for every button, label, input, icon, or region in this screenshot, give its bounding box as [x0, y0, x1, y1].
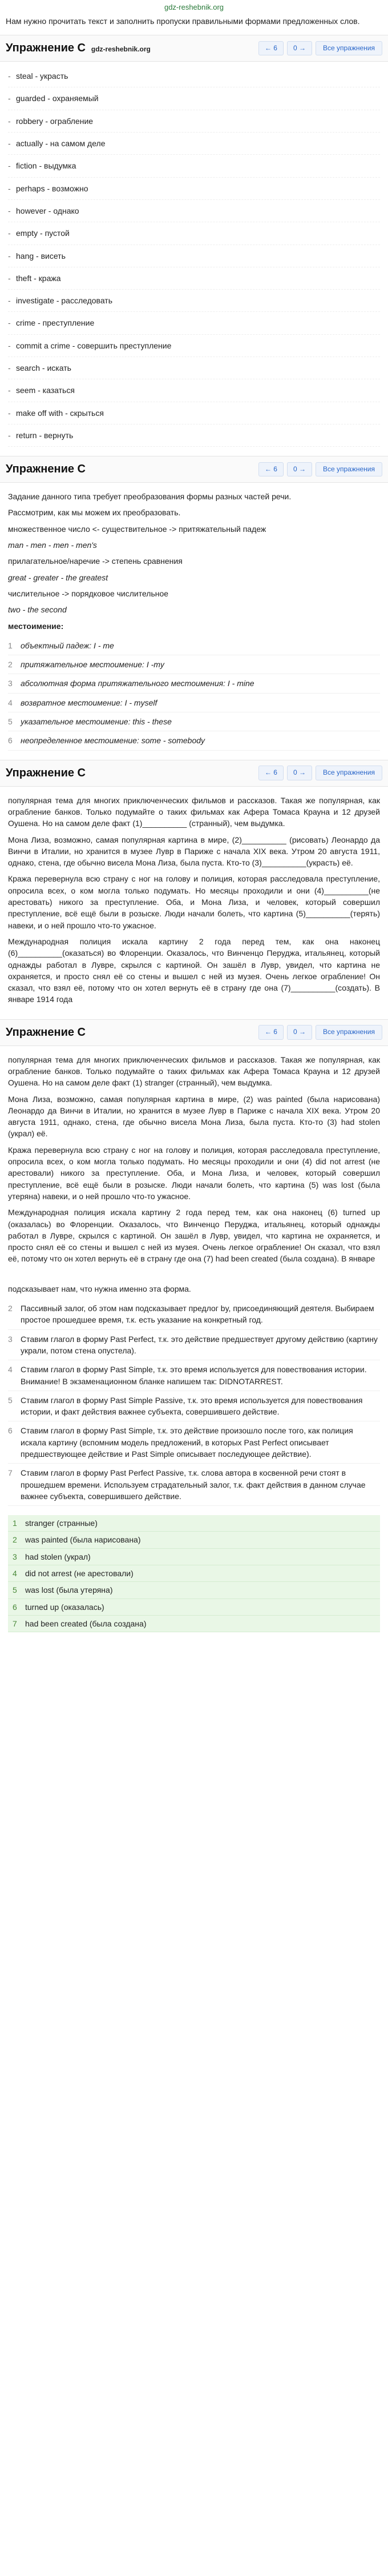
exercise-header-2 — [0, 456, 388, 483]
prev-button[interactable]: ← 6 — [258, 41, 284, 55]
vocab-item: - make off with - скрыться — [8, 402, 380, 424]
exercise-title-2: Упражнение C — [6, 463, 86, 476]
exercise-body-1 — [0, 62, 388, 452]
exercise-header-1 — [0, 35, 388, 62]
answer-item: 6 turned up (оказалась) — [8, 1599, 380, 1616]
vocab-item: - steal - украсть — [8, 65, 380, 87]
all-exercises-button[interactable]: Все упражнения — [316, 41, 382, 55]
vocab-item: - actually - на самом деле — [8, 133, 380, 155]
exercise-nav-4 — [258, 1025, 382, 1039]
answer-item: 5 was lost (была утеряна) — [8, 1582, 380, 1599]
text-paragraph: популярная тема для многих приключенческих фильмов и рассказов. Такая же популярная, как ограбление банков. Только подумайте о таких фильмах как Афера Томаса Крауна и 12 друзей Оушена. Но на самом деле факт (1)__________ (странный), чем выдумка. — [8, 795, 380, 828]
vocab-item: - however - однако — [8, 200, 380, 222]
exercise-body-5 — [0, 1275, 388, 1512]
text-paragraph: Мона Лиза, возможно, самая популярная картина в мире, (2)__________ (рисовать) Леонардо да Винчи в Италии, но хранится в музее Лувр в Париже с начала XIX века. Утром 20 августа 1911, однако, стена, где обычно висела Мона Лиза, была пуста. Кто-то (3)__________(украсть) её. — [8, 835, 380, 868]
text-paragraph: Международная полиция искала картину 2 года перед тем, как она наконец (6) turned up (оказалась) во Флоренции. Оказалось, что Винченцо Перуджа, итальянец, который однажды работал в Лувре, скрылся с картиной. Он зашёл в Лувр, увидел, что картина не охраняется, и просто снял её со стены и вышел с ней из музея. Очень легкое ограбление! Он сказал, что взял её, потому что он хотел вернуть её в страну где она (7) had been created (была создана). В январе — [8, 1208, 380, 1264]
list-item: 4 Ставим глагол в форму Past Simple, т.к. это время используется для повествования истории. Внимание! В экзаменационном бланке напишем так: DIDNOTARREST. — [8, 1360, 380, 1391]
exercise-title-3: Упражнение C — [6, 766, 86, 779]
rule-numeral: числительное -> порядковое числительное — [8, 588, 169, 598]
exercise-body-2 — [0, 483, 388, 756]
rule-noun: множественное число <- существительное -> притяжательный падеж — [8, 524, 266, 534]
vocab-item: - seem - казаться — [8, 379, 380, 402]
list-item: 2 Пассивный залог, об этом нам подсказывает предлог by, присоединяющий деятеля. Выбираем простое прошедшее время, т.к. есть указание на конкретный год. — [8, 1299, 380, 1330]
vocab-item: - empty - пустой — [8, 222, 380, 245]
text-paragraph: Кража перевернула всю страну с ног на голову и полиция, которая расследовала преступление, опросила всех, о ком могла только подумать. Но месяцы проходили и они (4)__________(не арестовать) никого за преступление. Оба, и Мона Лиза, и человек, который совершил преступление, всё ещё были в розыске. Люди начали болеть, что картина (5)__________(терять) навеки, и о ней прошло что-то ужасное. — [8, 874, 380, 930]
answer-item: 7 had been created (была создана) — [8, 1616, 380, 1632]
lead-text-2: Рассмотрим, как мы можем их преобразовать. — [8, 508, 181, 518]
list-item: 6 неопределенное местоимение: some - somebody — [8, 731, 380, 750]
top-site-link[interactable]: gdz-reshebnik.org — [164, 3, 224, 11]
prev-button[interactable]: ← 6 — [258, 766, 284, 780]
intro-text: Нам нужно прочитать текст и заполнить пропуски правильными формами предложенных слов. — [6, 16, 360, 26]
text-paragraph: популярная тема для многих приключенческих фильмов и рассказов. Такая же популярная, как ограбление банков. Только подумайте о таких фильмах как Афера Томаса Крауна и 12 друзей Оушена. Но на самом деле факт (1) stranger (странный), чем выдумка. — [8, 1055, 380, 1088]
vocab-item: - theft - кража — [8, 267, 380, 290]
list-item: 5 указательное местоимение: this - these — [8, 712, 380, 731]
lead-text: Задание данного типа требует преобразования формы разных частей речи. — [8, 492, 292, 502]
answer-item: 3 had stolen (украл) — [8, 1549, 380, 1565]
text-paragraph: Мона Лиза, возможно, самая популярная картина в мире, (2) was painted (была нарисована) Леонардо да Винчи в Италии, но хранится в музее Лувр в Париже с начала XIX века. Утром 20 августа 1911, однако, стена, где обычно висела Мона Лиза, была пуста. Кто-то (3) had stolen (украл) её. — [8, 1094, 380, 1139]
exercise-nav-2 — [258, 462, 382, 476]
vocab-item: - hang - висеть — [8, 245, 380, 267]
vocab-list — [8, 65, 380, 447]
next-button[interactable]: 0 → — [287, 41, 312, 55]
vocab-item: - investigate - расследовать — [8, 290, 380, 312]
example-numeral: two - the second — [8, 605, 67, 615]
vocab-item: - perhaps - возможно — [8, 178, 380, 200]
exercise-body-3 — [0, 787, 388, 1016]
prev-button[interactable]: ← 6 — [258, 462, 284, 476]
list-item: 4 возвратное местоимение: I - myself — [8, 694, 380, 712]
example-noun: man - men - men - men's — [8, 540, 97, 550]
watermark: gdz-reshebnik.org — [91, 45, 151, 54]
text-paragraph: Международная полиция искала картину 2 года перед тем, как она наконец (6)__________(оказаться) во Флоренции. Оказалось, что Винченцо Перуджа, итальянец, который однажды работал в Лувре, скрылся с картиной. Он зашёл в Лувр, увидел, что картина не охраняется, и просто снял её со стены и вышел с ней из музея. Очень легкое ограбление! Он сказал, что взял её, потому что он хотел вернуть её в страну где она (7)__________(создать). В январе 1914 года — [8, 936, 380, 1004]
exercise-nav-3 — [258, 766, 382, 780]
list-item: 3 Ставим глагол в форму Past Perfect, т.к. это действие предшествует другому действию (картину украли, потом стена опустела). — [8, 1330, 380, 1361]
answer-list — [8, 1515, 380, 1632]
rule-pronoun: местоимение: — [8, 621, 64, 631]
text-paragraph: Кража перевернула всю страну с ног на голову и полиция, которая расследовала преступление, опросила всех, о ком могла только подумать. Но месяцы проходили и они (4) did not arrest (не арестовали) никого за преступление. Оба, и Мона Лиза, и человек, который совершил преступление, всё ещё были в розыске. Люди начали болеть, что картина (5) was lost (была утеряна) навеки, и о ней прошло что-то ужасное. — [8, 1145, 380, 1201]
lead-text: подсказывает нам, что нужна именно эта форма. — [8, 1284, 191, 1293]
list-item: 6 Ставим глагол в форму Past Simple, т.к. это действие произошло после того, как полиция искала картину (вспомним модель предложений, в которых Past Perfect описывает предшествующее действие и Past Simple описывает последующее действие). — [8, 1421, 380, 1464]
next-button[interactable]: 0 → — [287, 1025, 312, 1039]
vocab-item: - crime - преступление — [8, 312, 380, 334]
vocab-item: - guarded - охраняемый — [8, 87, 380, 110]
vocab-item: - search - искать — [8, 357, 380, 379]
rule-adjective: прилагательное/наречие -> степень сравнения — [8, 556, 183, 566]
list-item: 5 Ставим глагол в форму Past Simple Passive, т.к. это время используется для повествования истории, и факт действия важнее субъекта, совершившего действие. — [8, 1391, 380, 1422]
exercise-header-4 — [0, 1019, 388, 1046]
exercise-body-4 — [0, 1046, 388, 1275]
vocab-item: - commit a crime - совершить преступление — [8, 335, 380, 357]
all-exercises-button[interactable]: Все упражнения — [316, 1025, 382, 1039]
list-item: 1 объектный падеж: I - me — [8, 636, 380, 655]
answer-item: 1 stranger (странные) — [8, 1515, 380, 1532]
example-adjective: great - greater - the greatest — [8, 572, 108, 582]
answer-item: 4 did not arrest (не арестовали) — [8, 1565, 380, 1582]
exercise-title-4: Упражнение C — [6, 1025, 86, 1039]
all-exercises-button[interactable]: Все упражнения — [316, 766, 382, 780]
vocab-item: - robbery - ограбление — [8, 110, 380, 133]
exercise-nav-1 — [258, 41, 382, 55]
exercise-title-1: Упражнение C — [6, 42, 86, 55]
list-item: 2 притяжательное местоимение: I -my — [8, 655, 380, 674]
vocab-item: - return - вернуть — [8, 424, 380, 447]
explanation-list — [8, 1299, 380, 1506]
list-item: 7 Ставим глагол в форму Past Perfect Passive, т.к. слова автора в косвенной речи стоят в прошедшем времени. Используем страдательный залог, т.к. факт действия в данном случае важнее субъекта, совершившего действие. — [8, 1464, 380, 1506]
exercise-header-3 — [0, 760, 388, 787]
next-button[interactable]: 0 → — [287, 766, 312, 780]
next-button[interactable]: 0 → — [287, 462, 312, 476]
list-item: 3 абсолютная форма притяжательного местоимения: I - mine — [8, 674, 380, 693]
all-exercises-button[interactable]: Все упражнения — [316, 462, 382, 476]
pronoun-list — [8, 636, 380, 751]
prev-button[interactable]: ← 6 — [258, 1025, 284, 1039]
answer-item: 2 was painted (была нарисована) — [8, 1532, 380, 1548]
vocab-item: - fiction - выдумка — [8, 155, 380, 177]
